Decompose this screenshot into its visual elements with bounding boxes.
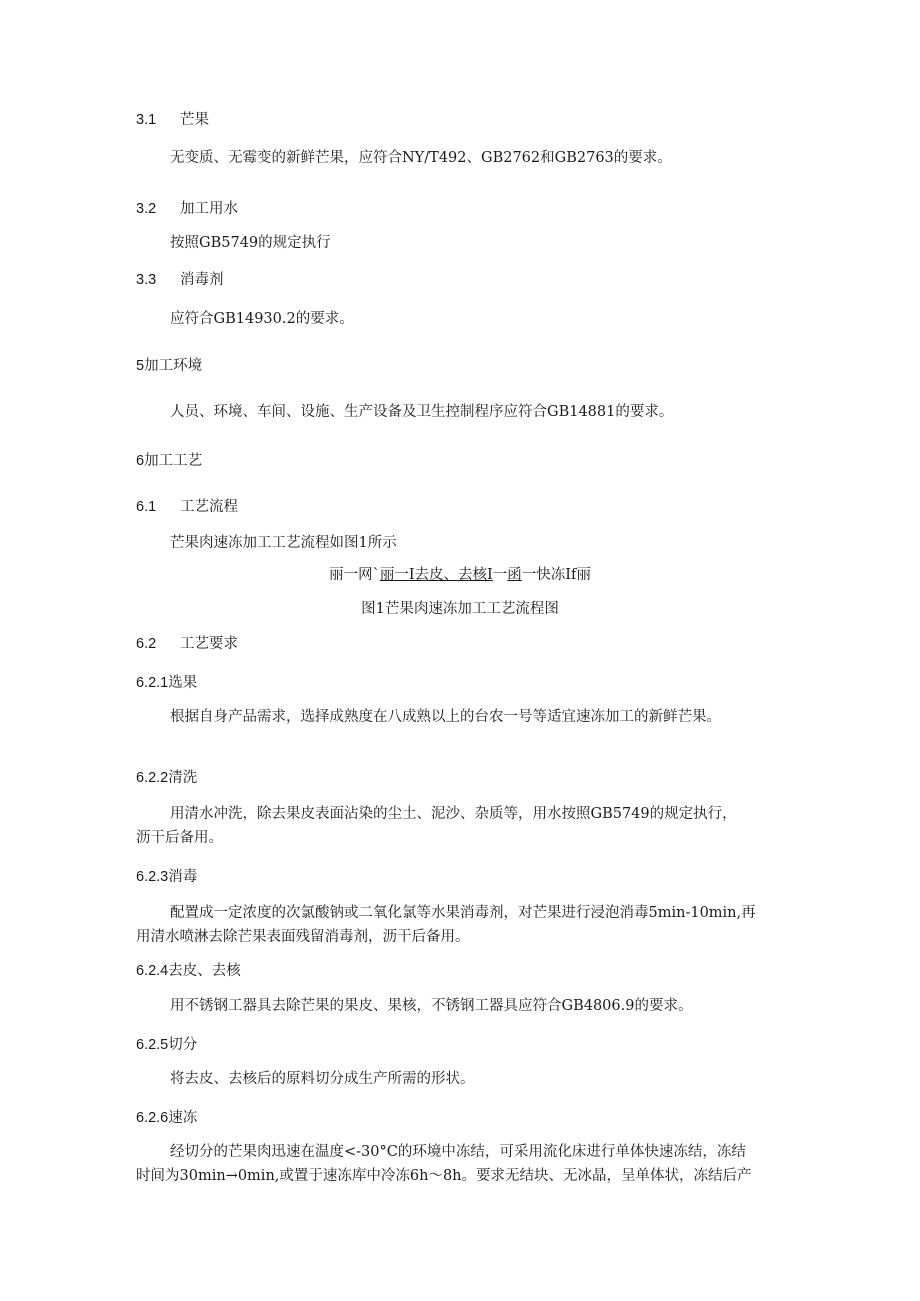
paragraph: 无变质、无霉变的新鲜芒果，应符合NY/T492、GB2762和GB2763的要求。 [170, 150, 672, 166]
flow-part: 一快冻If丽 [521, 567, 591, 583]
heading-number: 6.2 [136, 636, 157, 652]
heading-6-2-3 [136, 867, 197, 887]
paragraph: 根据自身产品需求，选择成熟度在八成熟以上的台农一号等适宜速冻加工的新鲜芒果。 [170, 709, 721, 725]
flow-part: I去皮、去核I [408, 567, 493, 583]
paragraph: 将去皮、去核后的原料切分成生产所需的形状。 [170, 1071, 475, 1087]
heading-title: 芒果 [180, 112, 209, 128]
paragraph: 用不锈钢工器具去除芒果的果皮、果核，不锈钢工器具应符合GB4806.9的要求。 [170, 998, 693, 1014]
heading-title: 加工环境 [144, 358, 203, 374]
heading-6-2-5 [136, 1035, 197, 1055]
heading-6-2-1 [136, 673, 197, 693]
paragraph: 应符合GB14930.2的要求。 [170, 311, 354, 327]
heading-3-2 [136, 199, 238, 219]
heading-title: 加工工艺 [144, 453, 203, 469]
paragraph: 经切分的芒果肉迅速在温度<-30°C的环境中冻结，可采用流化床进行单体快速冻结，冻结 [170, 1144, 746, 1160]
flow-part: 丽一网` [329, 567, 380, 583]
heading-number: 6.2.5 [136, 1037, 169, 1053]
flow-part: 函 [507, 567, 522, 583]
heading-number: 6.1 [136, 499, 157, 515]
heading-title: 消毒 [168, 869, 198, 885]
heading-3-3 [136, 270, 224, 290]
heading-6 [136, 451, 202, 471]
process-flow-diagram [0, 565, 920, 585]
paragraph: 人员、环境、车间、设施、生产设备及卫生控制程序应符合GB14881的要求。 [170, 404, 674, 420]
heading-6-2 [136, 634, 238, 654]
heading-title: 速冻 [168, 1110, 198, 1126]
heading-number: 5 [136, 358, 145, 374]
heading-number: 6.2.6 [136, 1110, 169, 1126]
heading-title: 清洗 [168, 770, 198, 786]
heading-5 [136, 356, 202, 376]
flow-part: 一 [492, 567, 508, 583]
heading-number: 3.3 [136, 272, 157, 288]
paragraph-continuation: 用清水喷淋去除芒果表面残留消毒剂，沥干后备用。 [136, 929, 470, 945]
heading-title: 工艺要求 [180, 636, 238, 652]
heading-number: 6.2.4 [136, 963, 169, 979]
paragraph: 用清水冲洗，除去果皮表面沾染的尘土、泥沙、杂质等，用水按照GB5749的规定执行， [170, 806, 737, 822]
paragraph: 配置成一定浓度的次氯酸钠或二氧化氯等水果消毒剂，对芒果进行浸泡消毒5min-10min,再 [170, 905, 756, 921]
heading-number: 6.2.3 [136, 869, 169, 885]
paragraph: 芒果肉速冻加工工艺流程如图1所示 [170, 535, 397, 551]
heading-title: 切分 [168, 1037, 198, 1053]
heading-number: 3.2 [136, 201, 157, 217]
heading-title: 加工用水 [180, 201, 238, 217]
heading-number: 6.2.2 [136, 770, 169, 786]
paragraph-continuation: 沥干后备用。 [136, 830, 223, 846]
heading-6-2-6 [136, 1108, 197, 1128]
figure-caption: 图1芒果肉速冻加工工艺流程图 [361, 601, 559, 617]
flow-part: 丽一 [379, 567, 409, 583]
heading-title: 去皮、去核 [168, 963, 241, 979]
heading-3-1 [136, 110, 209, 130]
heading-6-1 [136, 497, 238, 517]
paragraph-continuation: 时间为30min→0min,或置于速冻库中冷冻6h～8h。要求无结块、无冰晶，呈单体状，冻结后产 [136, 1168, 752, 1184]
heading-number: 6.2.1 [136, 675, 169, 691]
heading-6-2-4 [136, 961, 241, 981]
heading-6-2-2 [136, 768, 197, 788]
heading-title: 消毒剂 [180, 272, 224, 288]
paragraph: 按照GB5749的规定执行 [170, 235, 331, 251]
heading-title: 选果 [168, 675, 198, 691]
heading-title: 工艺流程 [180, 499, 238, 515]
heading-number: 3.1 [136, 112, 157, 128]
heading-number: 6 [136, 453, 145, 469]
